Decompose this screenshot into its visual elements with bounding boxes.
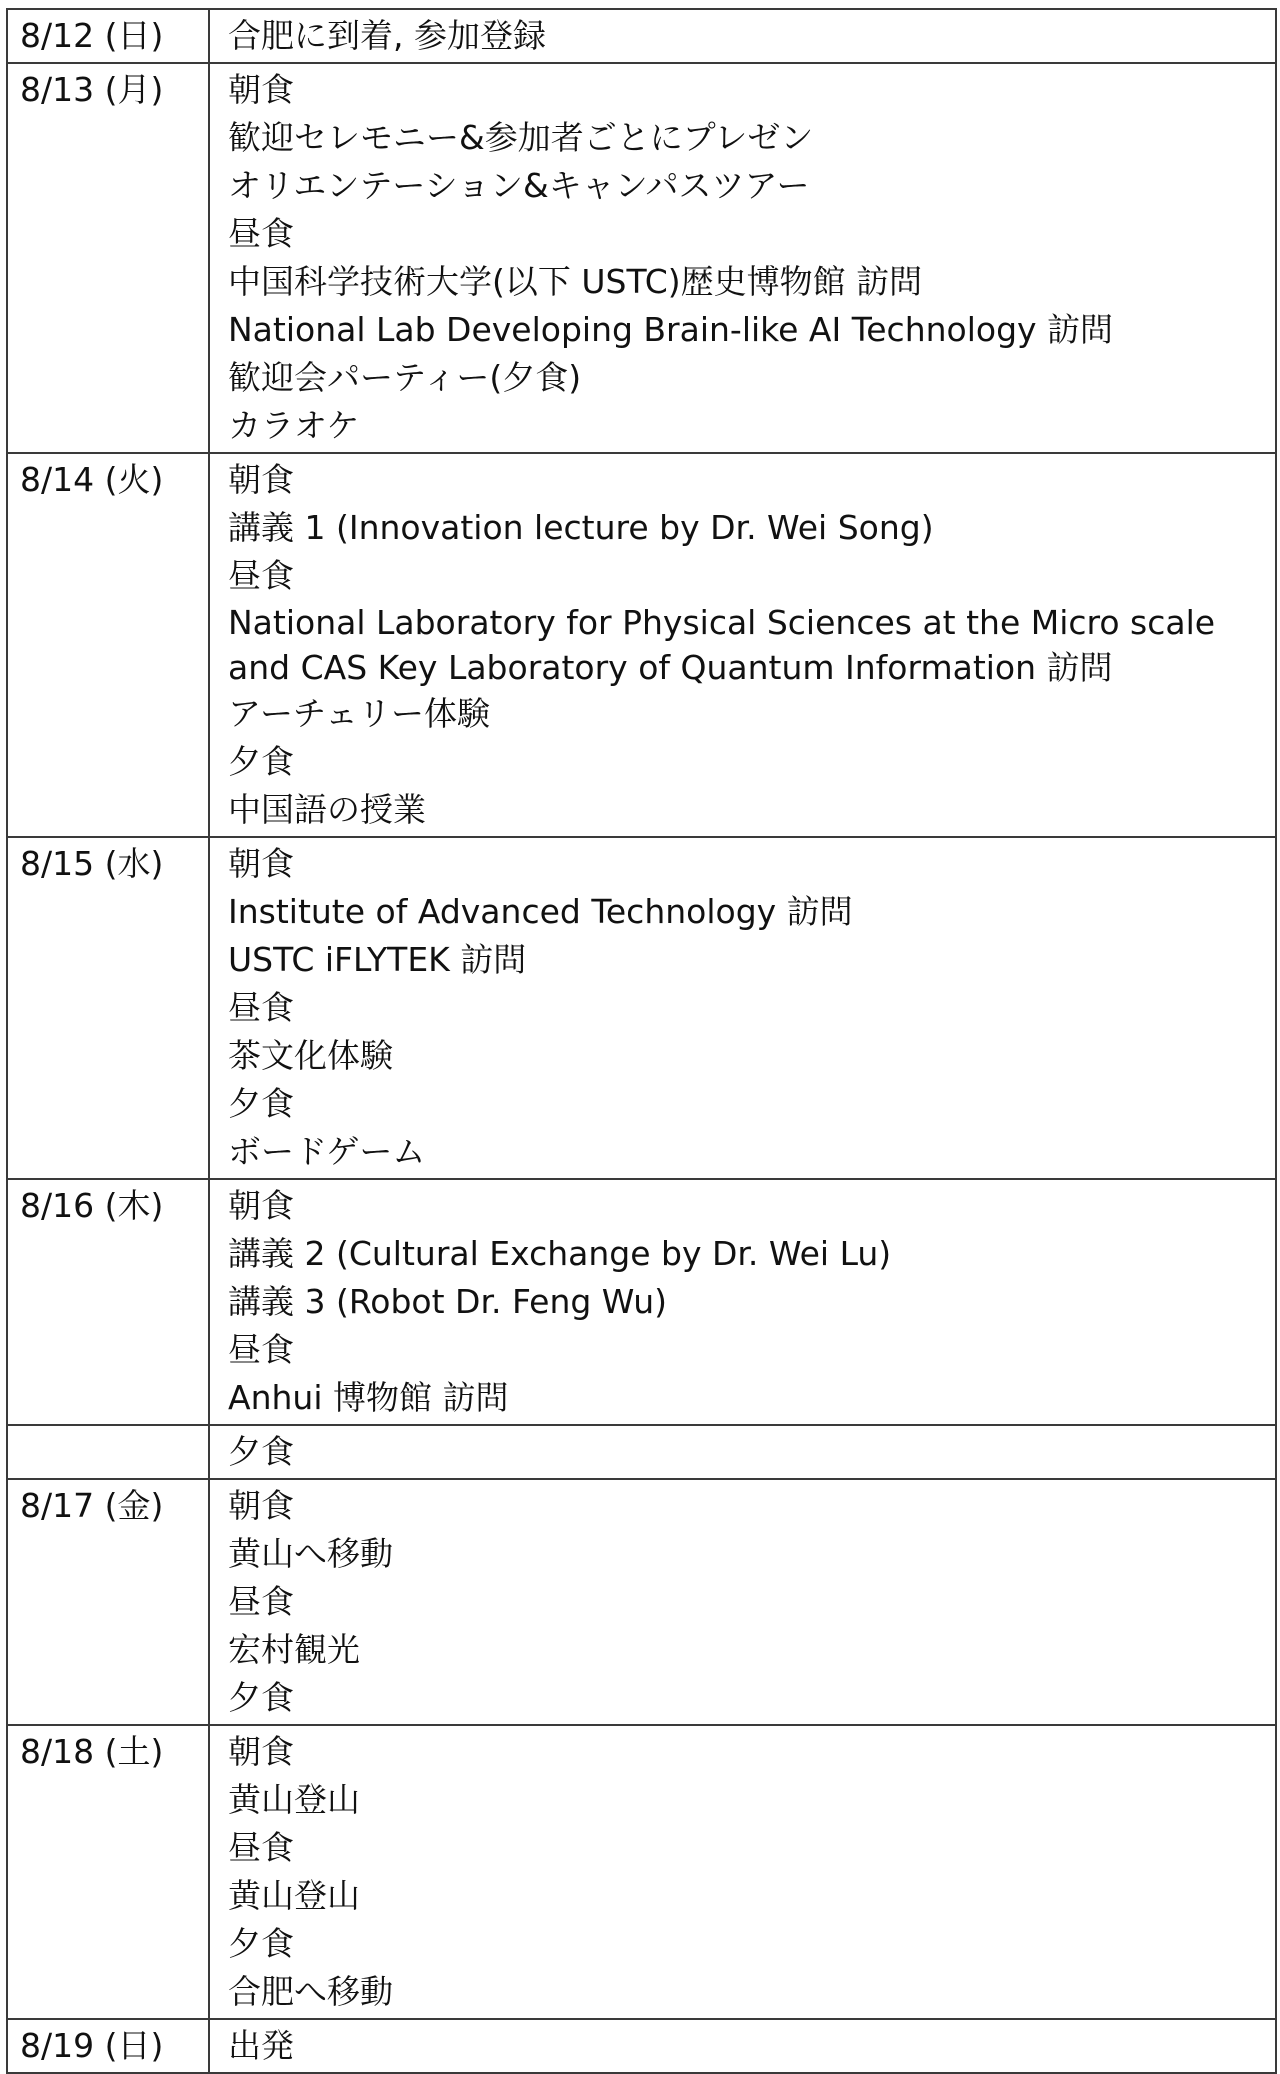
activity-item: 宏村観光 — [228, 1630, 360, 1669]
activity-item: 講義 3 (Robot Dr. Feng Wu) — [228, 1282, 668, 1321]
schedule-row — [7, 2019, 1276, 2073]
activity-item: 茶文化体験 — [228, 1036, 393, 1075]
activities-cell — [209, 63, 1276, 453]
activity-item: 出発 — [228, 2026, 294, 2065]
activity-item: 昼食 — [228, 1828, 294, 1867]
activities-cell — [209, 1179, 1276, 1425]
activity-item: 合肥へ移動 — [228, 1972, 393, 2011]
activity-item: 夕食 — [228, 742, 294, 781]
activity-item: National Laboratory for Physical Sciences at the Micro scale and CAS Key Laboratory of Quantum Information 訪問 — [228, 603, 1216, 687]
activities-cell — [209, 1479, 1276, 1725]
activity-item: 歓迎会パーティー(夕食) — [228, 358, 582, 397]
activity-item: カラオケ — [228, 406, 360, 445]
activity-item: National Lab Developing Brain-like AI Technology 訪問 — [228, 310, 1114, 349]
activity-item: 講義 1 (Innovation lecture by Dr. Wei Song) — [228, 508, 934, 547]
activities-cell — [209, 1725, 1276, 2019]
activity-item: 朝食 — [228, 844, 294, 883]
activity-item: 合肥に到着, 参加登録 — [228, 16, 546, 55]
activity-item: 昼食 — [228, 1330, 294, 1369]
activity-item: ボードゲーム — [228, 1132, 426, 1171]
activities-cell — [209, 9, 1276, 63]
activities-cell — [209, 1425, 1276, 1479]
activity-item: 昼食 — [228, 1582, 294, 1621]
schedule-row — [7, 63, 1276, 453]
activity-item: 朝食 — [228, 1732, 294, 1771]
activity-item: 黄山登山 — [228, 1876, 360, 1915]
activity-item: 夕食 — [228, 1432, 294, 1471]
activity-item: 朝食 — [228, 70, 294, 109]
date-cell: 8/12 (日) — [7, 9, 209, 63]
activity-item: オリエンテーション&キャンパスツアー — [228, 166, 810, 205]
activities-cell — [209, 453, 1276, 837]
activity-item: 黄山へ移動 — [228, 1534, 393, 1573]
schedule-row — [7, 1725, 1276, 2019]
activity-item: 朝食 — [228, 1186, 294, 1225]
activity-item: 昼食 — [228, 214, 294, 253]
activity-item: 中国語の授業 — [228, 790, 426, 829]
date-cell: 8/13 (月) — [7, 63, 209, 453]
schedule-row — [7, 1179, 1276, 1425]
date-cell — [7, 1425, 209, 1479]
activity-item: 夕食 — [228, 1924, 294, 1963]
schedule-row — [7, 453, 1276, 837]
date-cell: 8/16 (木) — [7, 1179, 209, 1425]
date-cell: 8/18 (土) — [7, 1725, 209, 2019]
activity-item: 講義 2 (Cultural Exchange by Dr. Wei Lu) — [228, 1234, 892, 1273]
activity-item: 夕食 — [228, 1084, 294, 1123]
schedule-row — [7, 1479, 1276, 1725]
activity-item: USTC iFLYTEK 訪問 — [228, 940, 527, 979]
activity-item: 黄山登山 — [228, 1780, 360, 1819]
schedule-table — [6, 8, 1277, 2074]
activity-item: 昼食 — [228, 988, 294, 1027]
activity-item: 歓迎セレモニー&参加者ごとにプレゼン — [228, 118, 814, 157]
activity-item: 夕食 — [228, 1678, 294, 1717]
activity-item: 中国科学技術大学(以下 USTC)歴史博物館 訪問 — [228, 262, 923, 301]
activity-item: Institute of Advanced Technology 訪問 — [228, 892, 853, 931]
activity-item: 昼食 — [228, 556, 294, 595]
date-cell: 8/14 (火) — [7, 453, 209, 837]
activity-item: 朝食 — [228, 460, 294, 499]
schedule-row — [7, 1425, 1276, 1479]
activity-item: 朝食 — [228, 1486, 294, 1525]
schedule-row — [7, 837, 1276, 1179]
activity-item: Anhui 博物館 訪問 — [228, 1378, 509, 1417]
date-cell: 8/15 (水) — [7, 837, 209, 1179]
activities-cell — [209, 2019, 1276, 2073]
date-cell: 8/17 (金) — [7, 1479, 209, 1725]
date-cell: 8/19 (日) — [7, 2019, 209, 2073]
activity-item: アーチェリー体験 — [228, 694, 491, 733]
activities-cell — [209, 837, 1276, 1179]
schedule-row — [7, 9, 1276, 63]
